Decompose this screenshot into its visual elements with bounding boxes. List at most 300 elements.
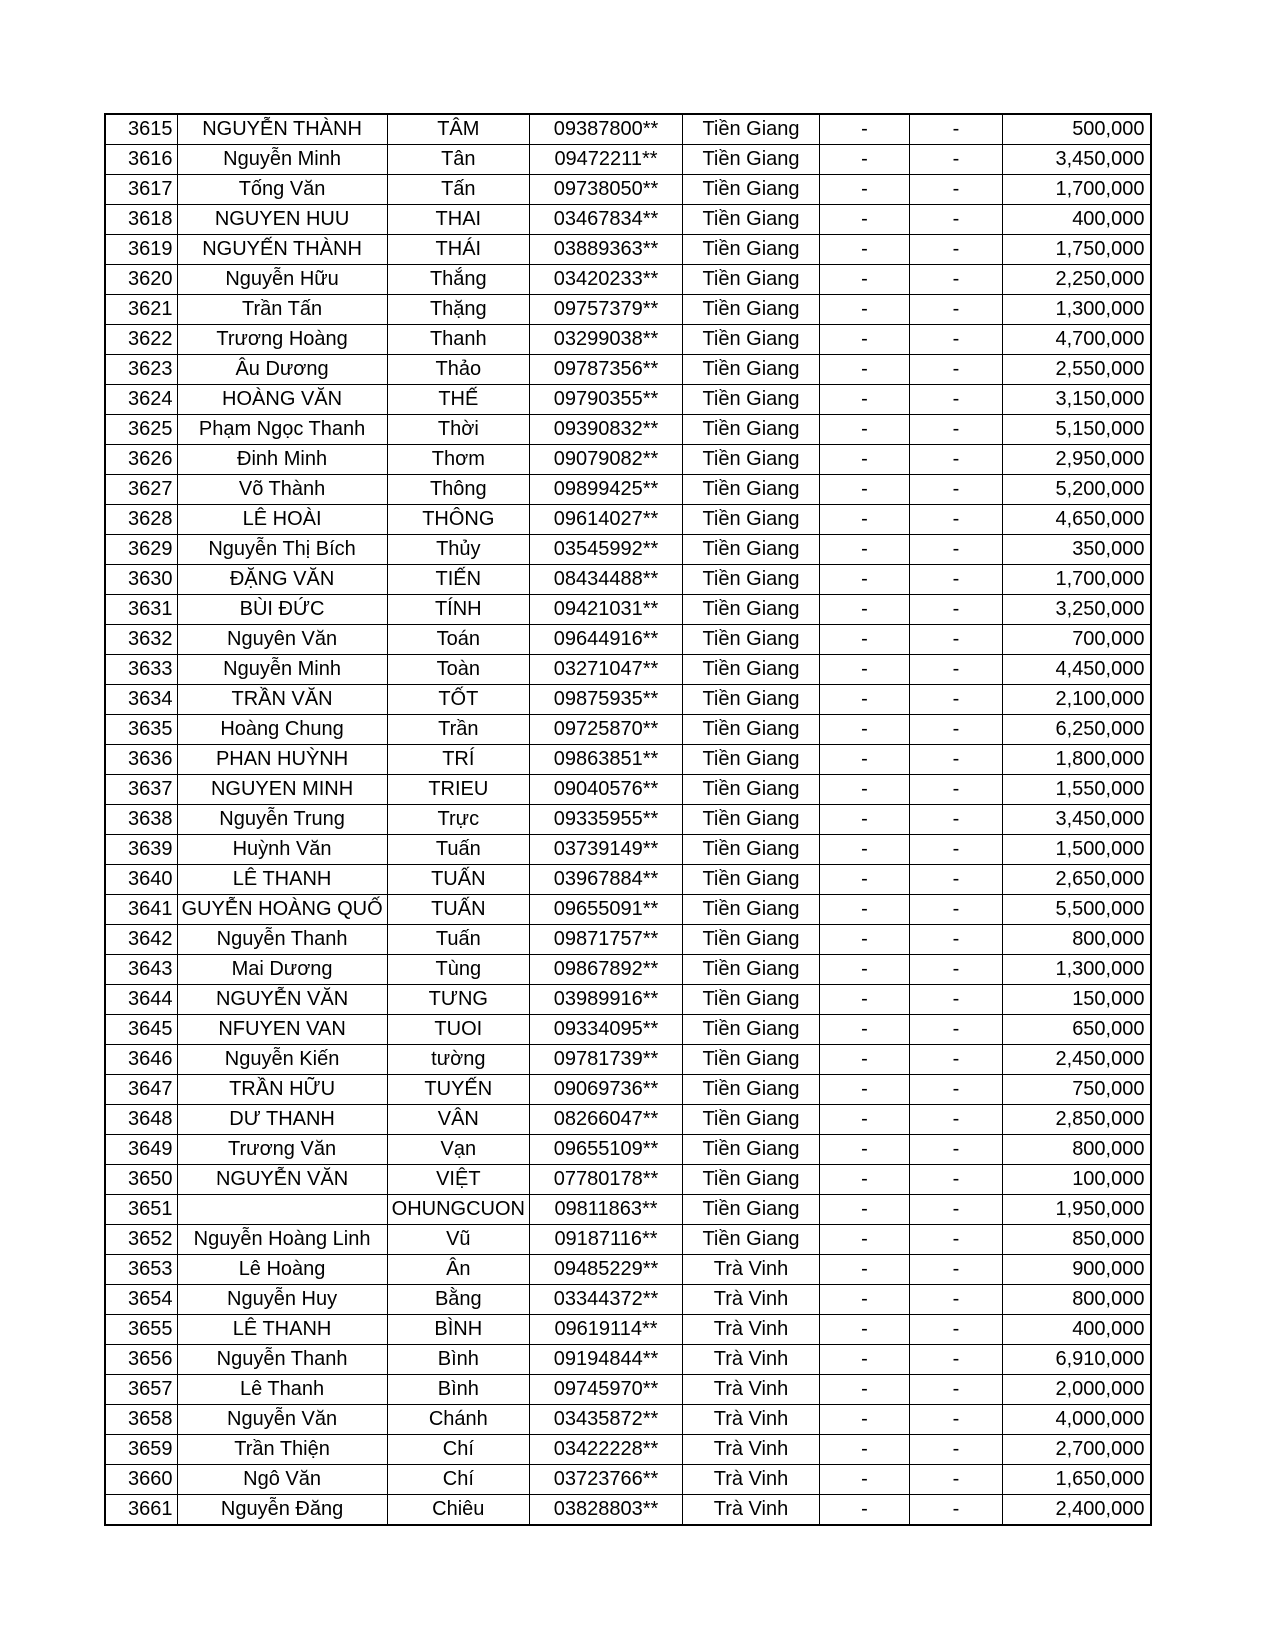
province: Tiền Giang	[682, 715, 819, 745]
family-name: Trần Thiện	[177, 1435, 387, 1465]
column-a-value: -	[819, 1045, 909, 1075]
row-number: 3625	[105, 415, 177, 445]
province: Tiền Giang	[682, 865, 819, 895]
province: Trà Vinh	[682, 1285, 819, 1315]
phone-number: 09899425**	[529, 475, 682, 505]
province: Tiền Giang	[682, 535, 819, 565]
column-a-value: -	[819, 1135, 909, 1165]
table-row	[105, 1015, 1151, 1045]
donation-table	[104, 113, 1152, 1526]
phone-number: 09871757**	[529, 925, 682, 955]
column-a-value: -	[819, 1165, 909, 1195]
column-a-value: -	[819, 415, 909, 445]
phone-number: 09335955**	[529, 805, 682, 835]
row-number: 3620	[105, 265, 177, 295]
column-b-value: -	[909, 1255, 1002, 1285]
province: Trà Vinh	[682, 1435, 819, 1465]
family-name: NGUYỄN VĂN	[177, 985, 387, 1015]
amount: 850,000	[1002, 1225, 1151, 1255]
phone-number: 08266047**	[529, 1105, 682, 1135]
phone-number: 09867892**	[529, 955, 682, 985]
family-name: HOÀNG VĂN	[177, 385, 387, 415]
row-number: 3617	[105, 175, 177, 205]
amount: 2,000,000	[1002, 1375, 1151, 1405]
column-b-value: -	[909, 114, 1002, 145]
phone-number: 09745970**	[529, 1375, 682, 1405]
given-name: Tuấn	[387, 925, 529, 955]
row-number: 3654	[105, 1285, 177, 1315]
province: Tiền Giang	[682, 835, 819, 865]
column-b-value: -	[909, 865, 1002, 895]
given-name: Chí	[387, 1435, 529, 1465]
phone-number: 09725870**	[529, 715, 682, 745]
column-a-value: -	[819, 385, 909, 415]
column-a-value: -	[819, 535, 909, 565]
table-row	[105, 205, 1151, 235]
phone-number: 03344372**	[529, 1285, 682, 1315]
given-name: TÂM	[387, 114, 529, 145]
amount: 3,450,000	[1002, 145, 1151, 175]
family-name: Ngô Văn	[177, 1465, 387, 1495]
province: Tiền Giang	[682, 325, 819, 355]
given-name: tường	[387, 1045, 529, 1075]
province: Tiền Giang	[682, 445, 819, 475]
table-row	[105, 1135, 1151, 1165]
table-row	[105, 985, 1151, 1015]
phone-number: 03545992**	[529, 535, 682, 565]
amount: 800,000	[1002, 1135, 1151, 1165]
table-row	[105, 1165, 1151, 1195]
amount: 350,000	[1002, 535, 1151, 565]
phone-number: 09875935**	[529, 685, 682, 715]
column-a-value: -	[819, 235, 909, 265]
province: Tiền Giang	[682, 595, 819, 625]
amount: 1,650,000	[1002, 1465, 1151, 1495]
amount: 6,910,000	[1002, 1345, 1151, 1375]
amount: 400,000	[1002, 1315, 1151, 1345]
column-b-value: -	[909, 655, 1002, 685]
amount: 700,000	[1002, 625, 1151, 655]
column-b-value: -	[909, 445, 1002, 475]
row-number: 3618	[105, 205, 177, 235]
column-b-value: -	[909, 1225, 1002, 1255]
column-b-value: -	[909, 1315, 1002, 1345]
row-number: 3658	[105, 1405, 177, 1435]
given-name: OHUNGCUON	[387, 1195, 529, 1225]
table-row	[105, 1405, 1151, 1435]
column-a-value: -	[819, 1285, 909, 1315]
row-number: 3640	[105, 865, 177, 895]
family-name: NGUYỄN VĂN	[177, 1165, 387, 1195]
column-b-value: -	[909, 1135, 1002, 1165]
province: Tiền Giang	[682, 114, 819, 145]
column-b-value: -	[909, 235, 1002, 265]
row-number: 3655	[105, 1315, 177, 1345]
province: Tiền Giang	[682, 355, 819, 385]
amount: 900,000	[1002, 1255, 1151, 1285]
family-name: Huỳnh Văn	[177, 835, 387, 865]
family-name: NGUYỄN THÀNH	[177, 114, 387, 145]
column-a-value: -	[819, 1345, 909, 1375]
given-name: TÍNH	[387, 595, 529, 625]
phone-number: 09655109**	[529, 1135, 682, 1165]
column-b-value: -	[909, 1105, 1002, 1135]
province: Tiền Giang	[682, 1195, 819, 1225]
province: Tiền Giang	[682, 925, 819, 955]
phone-number: 03299038**	[529, 325, 682, 355]
province: Tiền Giang	[682, 1165, 819, 1195]
column-b-value: -	[909, 1405, 1002, 1435]
column-a-value: -	[819, 595, 909, 625]
phone-number: 07780178**	[529, 1165, 682, 1195]
province: Trà Vinh	[682, 1345, 819, 1375]
column-a-value: -	[819, 1405, 909, 1435]
province: Tiền Giang	[682, 295, 819, 325]
row-number: 3615	[105, 114, 177, 145]
column-a-value: -	[819, 1255, 909, 1285]
given-name: VÂN	[387, 1105, 529, 1135]
phone-number: 09485229**	[529, 1255, 682, 1285]
table-row	[105, 1465, 1151, 1495]
amount: 5,200,000	[1002, 475, 1151, 505]
province: Tiền Giang	[682, 175, 819, 205]
amount: 5,150,000	[1002, 415, 1151, 445]
row-number: 3650	[105, 1165, 177, 1195]
column-b-value: -	[909, 205, 1002, 235]
province: Tiền Giang	[682, 565, 819, 595]
phone-number: 03271047**	[529, 655, 682, 685]
row-number: 3634	[105, 685, 177, 715]
given-name: Tấn	[387, 175, 529, 205]
province: Tiền Giang	[682, 955, 819, 985]
row-number: 3644	[105, 985, 177, 1015]
family-name: ĐẶNG VĂN	[177, 565, 387, 595]
amount: 1,550,000	[1002, 775, 1151, 805]
phone-number: 09390832**	[529, 415, 682, 445]
row-number: 3622	[105, 325, 177, 355]
phone-number: 09194844**	[529, 1345, 682, 1375]
column-a-value: -	[819, 745, 909, 775]
province: Tiền Giang	[682, 1045, 819, 1075]
given-name: Toán	[387, 625, 529, 655]
given-name: Thơm	[387, 445, 529, 475]
table-row	[105, 1315, 1151, 1345]
phone-number: 09738050**	[529, 175, 682, 205]
column-b-value: -	[909, 745, 1002, 775]
row-number: 3629	[105, 535, 177, 565]
row-number: 3637	[105, 775, 177, 805]
province: Trà Vinh	[682, 1465, 819, 1495]
family-name: Nguyên Văn	[177, 625, 387, 655]
row-number: 3626	[105, 445, 177, 475]
family-name: LÊ THANH	[177, 865, 387, 895]
column-a-value: -	[819, 655, 909, 685]
table-row	[105, 265, 1151, 295]
province: Tiền Giang	[682, 235, 819, 265]
province: Tiền Giang	[682, 775, 819, 805]
family-name: DƯ THANH	[177, 1105, 387, 1135]
column-b-value: -	[909, 775, 1002, 805]
table-row	[105, 595, 1151, 625]
table-row	[105, 415, 1151, 445]
phone-number: 09863851**	[529, 745, 682, 775]
family-name: Võ Thành	[177, 475, 387, 505]
table-row	[105, 925, 1151, 955]
amount: 2,250,000	[1002, 265, 1151, 295]
phone-number: 03467834**	[529, 205, 682, 235]
table-row	[105, 1495, 1151, 1526]
family-name: Phạm Ngọc Thanh	[177, 415, 387, 445]
column-b-value: -	[909, 1495, 1002, 1526]
column-a-value: -	[819, 715, 909, 745]
column-a-value: -	[819, 295, 909, 325]
province: Tiền Giang	[682, 145, 819, 175]
column-b-value: -	[909, 175, 1002, 205]
family-name: Nguyễn Huy	[177, 1285, 387, 1315]
amount: 2,450,000	[1002, 1045, 1151, 1075]
row-number: 3652	[105, 1225, 177, 1255]
column-b-value: -	[909, 715, 1002, 745]
table-row	[105, 1255, 1151, 1285]
given-name: TUẤN	[387, 865, 529, 895]
province: Tiền Giang	[682, 415, 819, 445]
column-b-value: -	[909, 1165, 1002, 1195]
table-row	[105, 865, 1151, 895]
family-name: Nguyễn Minh	[177, 145, 387, 175]
column-b-value: -	[909, 955, 1002, 985]
amount: 800,000	[1002, 925, 1151, 955]
column-a-value: -	[819, 1225, 909, 1255]
province: Tiền Giang	[682, 745, 819, 775]
row-number: 3635	[105, 715, 177, 745]
row-number: 3624	[105, 385, 177, 415]
column-b-value: -	[909, 1465, 1002, 1495]
family-name: GUYỄN HOÀNG QUỐ	[177, 895, 387, 925]
column-b-value: -	[909, 925, 1002, 955]
column-b-value: -	[909, 895, 1002, 925]
given-name: TRÍ	[387, 745, 529, 775]
table-row	[105, 625, 1151, 655]
column-a-value: -	[819, 1495, 909, 1526]
amount: 4,650,000	[1002, 505, 1151, 535]
province: Tiền Giang	[682, 625, 819, 655]
row-number: 3656	[105, 1345, 177, 1375]
table-row	[105, 805, 1151, 835]
amount: 500,000	[1002, 114, 1151, 145]
column-b-value: -	[909, 355, 1002, 385]
phone-number: 03420233**	[529, 265, 682, 295]
province: Trà Vinh	[682, 1405, 819, 1435]
given-name: Chí	[387, 1465, 529, 1495]
amount: 4,000,000	[1002, 1405, 1151, 1435]
province: Tiền Giang	[682, 895, 819, 925]
given-name: TƯNG	[387, 985, 529, 1015]
table-row	[105, 1225, 1151, 1255]
family-name: Nguyễn Thị Bích	[177, 535, 387, 565]
phone-number: 09472211**	[529, 145, 682, 175]
column-a-value: -	[819, 1315, 909, 1345]
column-b-value: -	[909, 1375, 1002, 1405]
column-a-value: -	[819, 445, 909, 475]
amount: 3,250,000	[1002, 595, 1151, 625]
phone-number: 09069736**	[529, 1075, 682, 1105]
province: Tiền Giang	[682, 655, 819, 685]
given-name: TIẾN	[387, 565, 529, 595]
given-name: Bình	[387, 1375, 529, 1405]
table-row	[105, 295, 1151, 325]
province: Tiền Giang	[682, 985, 819, 1015]
phone-number: 09790355**	[529, 385, 682, 415]
amount: 1,700,000	[1002, 175, 1151, 205]
column-b-value: -	[909, 1015, 1002, 1045]
table-row	[105, 1075, 1151, 1105]
column-a-value: -	[819, 325, 909, 355]
family-name: Lê Thanh	[177, 1375, 387, 1405]
column-b-value: -	[909, 385, 1002, 415]
column-a-value: -	[819, 475, 909, 505]
table-row	[105, 895, 1151, 925]
phone-number: 09781739**	[529, 1045, 682, 1075]
phone-number: 09614027**	[529, 505, 682, 535]
given-name: Chánh	[387, 1405, 529, 1435]
amount: 4,450,000	[1002, 655, 1151, 685]
table-row	[105, 1345, 1151, 1375]
given-name: Thời	[387, 415, 529, 445]
amount: 1,300,000	[1002, 295, 1151, 325]
phone-number: 09387800**	[529, 114, 682, 145]
column-b-value: -	[909, 1075, 1002, 1105]
given-name: Thảo	[387, 355, 529, 385]
row-number: 3648	[105, 1105, 177, 1135]
amount: 750,000	[1002, 1075, 1151, 1105]
table-row	[105, 1105, 1151, 1135]
column-a-value: -	[819, 265, 909, 295]
given-name: TUẤN	[387, 895, 529, 925]
amount: 2,100,000	[1002, 685, 1151, 715]
province: Tiền Giang	[682, 1225, 819, 1255]
column-b-value: -	[909, 475, 1002, 505]
column-a-value: -	[819, 805, 909, 835]
row-number: 3641	[105, 895, 177, 925]
amount: 1,950,000	[1002, 1195, 1151, 1225]
column-a-value: -	[819, 865, 909, 895]
table-row	[105, 114, 1151, 145]
province: Tiền Giang	[682, 505, 819, 535]
row-number: 3621	[105, 295, 177, 325]
column-a-value: -	[819, 565, 909, 595]
column-a-value: -	[819, 835, 909, 865]
column-a-value: -	[819, 114, 909, 145]
column-b-value: -	[909, 415, 1002, 445]
given-name: Vũ	[387, 1225, 529, 1255]
phone-number: 09619114**	[529, 1315, 682, 1345]
given-name: THÁI	[387, 235, 529, 265]
amount: 2,400,000	[1002, 1495, 1151, 1526]
table-row	[105, 955, 1151, 985]
row-number: 3616	[105, 145, 177, 175]
phone-number: 03989916**	[529, 985, 682, 1015]
family-name: Trương Hoàng	[177, 325, 387, 355]
column-a-value: -	[819, 1105, 909, 1135]
given-name: Bằng	[387, 1285, 529, 1315]
given-name: Toàn	[387, 655, 529, 685]
amount: 5,500,000	[1002, 895, 1151, 925]
table-row	[105, 445, 1151, 475]
table-row	[105, 685, 1151, 715]
phone-number: 09334095**	[529, 1015, 682, 1045]
row-number: 3633	[105, 655, 177, 685]
table-row	[105, 145, 1151, 175]
column-b-value: -	[909, 985, 1002, 1015]
table-row	[105, 1435, 1151, 1465]
amount: 1,700,000	[1002, 565, 1151, 595]
amount: 2,850,000	[1002, 1105, 1151, 1135]
column-b-value: -	[909, 1285, 1002, 1315]
amount: 4,700,000	[1002, 325, 1151, 355]
family-name: Nguyễn Hoàng Linh	[177, 1225, 387, 1255]
given-name: Thông	[387, 475, 529, 505]
column-a-value: -	[819, 685, 909, 715]
given-name: Chiêu	[387, 1495, 529, 1526]
amount: 1,750,000	[1002, 235, 1151, 265]
family-name: Nguyễn Thanh	[177, 1345, 387, 1375]
province: Trà Vinh	[682, 1315, 819, 1345]
row-number: 3645	[105, 1015, 177, 1045]
phone-number: 09040576**	[529, 775, 682, 805]
column-b-value: -	[909, 325, 1002, 355]
amount: 3,450,000	[1002, 805, 1151, 835]
province: Tiền Giang	[682, 1135, 819, 1165]
given-name: Thanh	[387, 325, 529, 355]
column-a-value: -	[819, 925, 909, 955]
column-b-value: -	[909, 265, 1002, 295]
table-row	[105, 325, 1151, 355]
family-name: Nguyễn Trung	[177, 805, 387, 835]
province: Trà Vinh	[682, 1375, 819, 1405]
given-name: Tùng	[387, 955, 529, 985]
family-name: Nguyễn Hữu	[177, 265, 387, 295]
column-a-value: -	[819, 175, 909, 205]
amount: 650,000	[1002, 1015, 1151, 1045]
phone-number: 03422228**	[529, 1435, 682, 1465]
phone-number: 03723766**	[529, 1465, 682, 1495]
family-name: Nguyễn Đăng	[177, 1495, 387, 1526]
row-number: 3630	[105, 565, 177, 595]
column-a-value: -	[819, 205, 909, 235]
column-a-value: -	[819, 1075, 909, 1105]
family-name: LÊ HOÀI	[177, 505, 387, 535]
phone-number: 09421031**	[529, 595, 682, 625]
family-name: LÊ THANH	[177, 1315, 387, 1345]
amount: 3,150,000	[1002, 385, 1151, 415]
column-a-value: -	[819, 145, 909, 175]
phone-number: 03889363**	[529, 235, 682, 265]
column-b-value: -	[909, 295, 1002, 325]
given-name: TỐT	[387, 685, 529, 715]
row-number: 3657	[105, 1375, 177, 1405]
province: Trà Vinh	[682, 1495, 819, 1526]
province: Trà Vinh	[682, 1255, 819, 1285]
given-name: BÌNH	[387, 1315, 529, 1345]
family-name: Nguyễn Thanh	[177, 925, 387, 955]
phone-number: 03435872**	[529, 1405, 682, 1435]
family-name: Nguyễn Kiến	[177, 1045, 387, 1075]
column-a-value: -	[819, 895, 909, 925]
given-name: TRIEU	[387, 775, 529, 805]
province: Tiền Giang	[682, 475, 819, 505]
row-number: 3643	[105, 955, 177, 985]
phone-number: 09811863**	[529, 1195, 682, 1225]
